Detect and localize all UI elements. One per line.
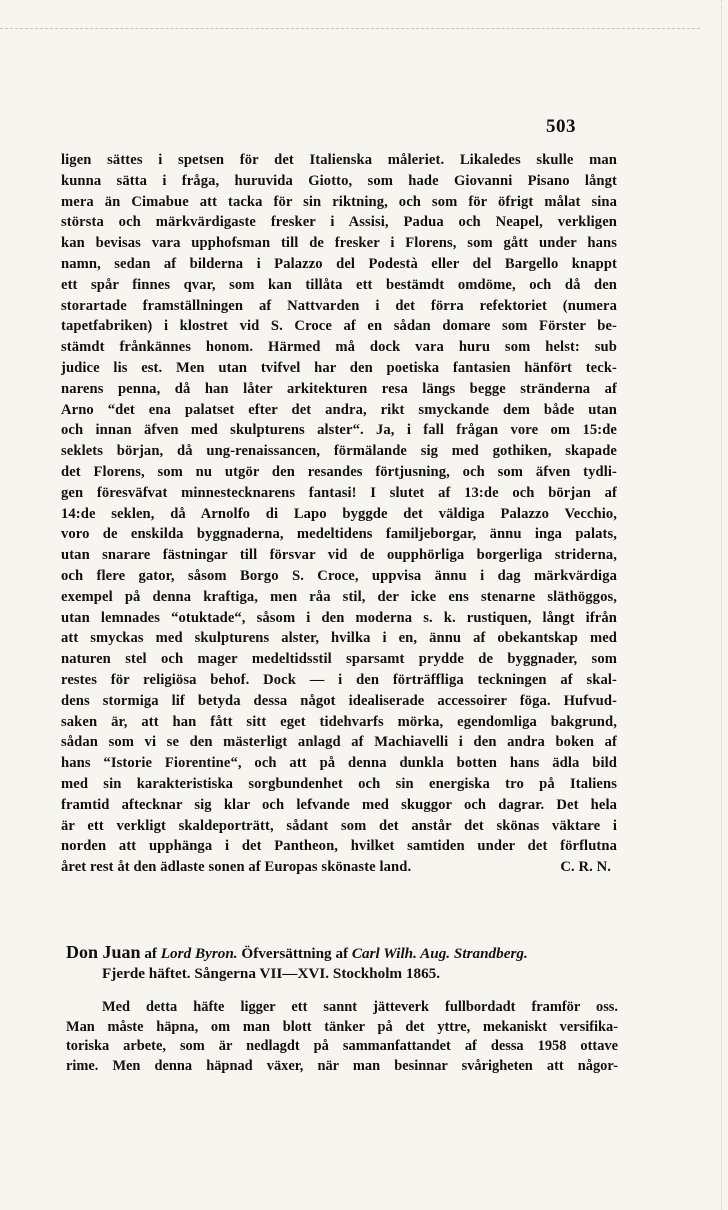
review-title: Don Juan bbox=[66, 942, 141, 962]
text-line: tapetfabriken) i klostret vid S. Croce af en sådan domare som Förster be- bbox=[61, 318, 617, 335]
closing-line bbox=[61, 857, 617, 878]
text-line: gen föresväfvat minnestecknarens fantasi! I slutet af 13:de och början af bbox=[61, 484, 617, 501]
text-line: seklets början, då ung-renaissancen, förmälande sig med gothiken, skapade bbox=[61, 443, 617, 460]
text-line: Arno “det ena palatset efter det andra, rikt smyckande dem både utan bbox=[61, 401, 617, 418]
review-translator: Carl Wilh. Aug. Strandberg. bbox=[351, 945, 528, 962]
text-line: restes för religiösa behof. Dock — i den förträffliga teckningen af skal- bbox=[61, 671, 617, 688]
top-edge-rule bbox=[0, 28, 700, 29]
text-line: utan snarare fästningar till försvar vid de oupphörliga borgerliga striderna, bbox=[61, 547, 617, 564]
review-translation-label: Öfversättning af bbox=[241, 945, 349, 962]
page-edge-marks bbox=[715, 0, 722, 1210]
text-line: utan lemnades “otuktade“, såsom i den moderna s. k. rustiquen, långt ifrån bbox=[61, 609, 617, 626]
review-title-line bbox=[66, 942, 618, 963]
text-line: kan bevisas vara upphofsman till de fresker i Florens, som gått under hans bbox=[61, 235, 617, 252]
review-heading bbox=[66, 942, 618, 984]
review-details: Fjerde häftet. Sångerna VII—XVI. Stockholm 1865. bbox=[102, 965, 441, 982]
text-line: Man måste häpna, om man blott tänker på det yttre, mekaniskt versifika- bbox=[66, 1018, 618, 1035]
author-signature: C. R. N. bbox=[560, 859, 611, 876]
text-line: och innan äfven med skulpturens alster“. Ja, i fall frågan vore om 15:de bbox=[61, 422, 617, 439]
text-line: rime. Men denna häpnad växer, när man besinnar svårigheten att någor- bbox=[66, 1057, 618, 1074]
text-line: det Florens, som nu utgör den resandes förtjusning, och som äfven tydli- bbox=[61, 463, 617, 480]
text-line: största och märkvärdigaste fresker i Assisi, Padua och Neapel, verkligen bbox=[61, 214, 617, 231]
text-line: och flere gator, såsom Borgo S. Croce, uppvisa ännu i dag märkvärdiga bbox=[61, 567, 617, 584]
text-line: Med detta häfte ligger ett sannt jätteverk fullbordadt framför oss. bbox=[102, 999, 618, 1015]
text-line: ett spår finnes qvar, som kan tillåta ett bestämdt omdöme, och då den bbox=[61, 276, 617, 293]
text-line: judice lis est. Men utan tvifvel har den poetiska fantasien hänfört teck- bbox=[61, 359, 617, 376]
text-line: hans “Istorie Fiorentine“, och att på denna dunkla botten hans ädla bild bbox=[61, 755, 617, 772]
text-line: namn, sedan af bilderna i Palazzo del Podestà eller del Bargello knappt bbox=[61, 255, 617, 272]
text-line: saken är, att han fått sitt eget tidehvarfs mörka, egendomliga bakgrund, bbox=[61, 713, 617, 730]
text-line: dens stormiga lif betyda dessa något idealiserade accessoirer föga. Hufvud- bbox=[61, 692, 617, 709]
text-line: storartade framställningen af Nattvarden i det förra refektoriet (numera bbox=[61, 297, 617, 314]
review-author: Lord Byron. bbox=[160, 945, 238, 962]
text-line: toriska arbete, som är nedlagdt på sammanfattandet af dessa 1958 ottave bbox=[66, 1038, 618, 1055]
text-line: exempel på denna kraftiga, men råa stil, der icke ens stenarne släthöggos, bbox=[61, 588, 617, 605]
review-af: af bbox=[144, 945, 157, 962]
text-line: 14:de seklen, då Arnolfo di Lapo byggde det väldiga Palazzo Vecchio, bbox=[61, 505, 617, 522]
text-line: sådan som vi se den mästerligt anlagd af Machiavelli i den andra boken af bbox=[61, 734, 617, 751]
text-line: naturen stel och mager medeltidsstil sparsamt prydde de byggnader, som bbox=[61, 651, 617, 668]
text-line: voro de enskilda byggnaderna, medeltidens familjeborgar, ännu inga palats, bbox=[61, 526, 617, 543]
text-line: med sin karakteristiska sorgbundenhet och sin energiska tro på Italiens bbox=[61, 775, 617, 792]
review-text bbox=[66, 998, 618, 1076]
text-line: narens penna, då han låter arkitekturen resa längs begge stränderna af bbox=[61, 380, 617, 397]
page-number: 503 bbox=[546, 116, 576, 137]
text-line: att smyckas med skulpturens alster, hvilka i en, ännu af obekantskap med bbox=[61, 630, 617, 647]
text-line: norden att upphänga i det Pantheon, hvilket samtiden under det förflutna bbox=[61, 838, 617, 855]
text-line: kunna sätta i fråga, huruvida Giotto, som hade Giovanni Pisano långt bbox=[61, 172, 617, 189]
text-line: stämdt frånkännes honom. Härmed må dock vara huru som helst: sub bbox=[61, 339, 617, 356]
closing-text: året rest åt den ädlaste sonen af Europas skönaste land. bbox=[61, 859, 412, 876]
article-text bbox=[61, 150, 617, 878]
text-line: är ett verkligt skaldeporträtt, sådant som det anstår det skönas väktare i bbox=[61, 817, 617, 834]
text-line: ligen sättes i spetsen för det Italienska måleriet. Likaledes skulle man bbox=[61, 152, 617, 168]
text-line: framtid aftecknar sig klar och lefvande med skuggor och dagrar. Det hela bbox=[61, 796, 617, 813]
text-line: mera än Cimabue att tacka för sin riktning, och som för öfrigt målat sina bbox=[61, 193, 617, 210]
